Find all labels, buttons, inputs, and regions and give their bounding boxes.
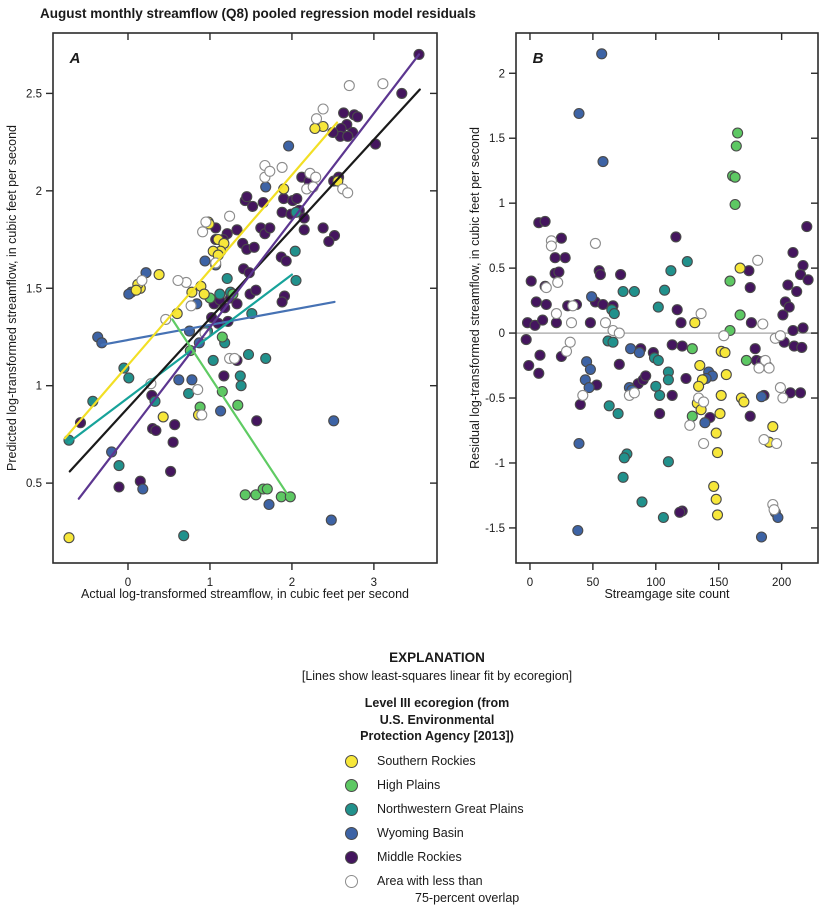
data-point [236, 381, 246, 391]
data-point [778, 393, 788, 403]
data-point [663, 375, 673, 385]
southern-rockies-swatch [345, 755, 358, 768]
svg-text:0: 0 [124, 577, 132, 589]
northwestern-great-plains-swatch [345, 803, 358, 816]
data-point [629, 388, 639, 398]
high-plains-swatch [345, 779, 358, 792]
svg-text:B: B [532, 50, 544, 67]
data-point [699, 439, 709, 449]
legend-item-label [377, 874, 519, 905]
data-point [541, 300, 551, 310]
data-point [758, 319, 768, 329]
data-point [524, 361, 534, 371]
data-point [802, 222, 812, 232]
data-point [174, 375, 184, 385]
svg-text:0.5: 0.5 [26, 478, 42, 491]
data-point [798, 261, 808, 271]
data-point [158, 412, 168, 422]
data-point [199, 289, 209, 299]
data-point [614, 328, 624, 338]
data-point [568, 301, 578, 311]
data-point [573, 526, 583, 536]
data-point [746, 318, 756, 328]
figure-title: August monthly streamflow (Q8) pooled regression model residuals [40, 6, 476, 21]
svg-text:Actual log-transformed streamf: Actual log-transformed streamflow, in cubic feet per second [81, 587, 409, 601]
data-point [264, 500, 274, 510]
data-point [553, 277, 563, 287]
wyoming-basin-swatch [345, 827, 358, 840]
data-point [154, 270, 164, 280]
data-point [590, 238, 600, 248]
data-point [595, 270, 605, 280]
data-point [151, 426, 161, 436]
data-point [745, 411, 755, 421]
data-point [397, 88, 407, 98]
data-point [353, 112, 363, 122]
svg-text:2: 2 [288, 577, 296, 589]
data-point [265, 223, 275, 233]
data-point [614, 359, 624, 369]
data-point [344, 81, 354, 91]
data-point [225, 211, 235, 221]
svg-text:1.5: 1.5 [489, 133, 505, 146]
data-point [170, 420, 180, 430]
data-point [700, 418, 710, 428]
data-point [711, 494, 721, 504]
data-point [124, 373, 134, 383]
data-point [114, 461, 124, 471]
data-point [574, 439, 584, 449]
data-point [672, 305, 682, 315]
data-point [219, 371, 229, 381]
fit-line [172, 319, 287, 494]
data-point [541, 283, 551, 293]
data-point [788, 248, 798, 258]
data-point [613, 409, 623, 419]
data-point [721, 370, 731, 380]
legend-item-label-line2: 75-percent overlap [415, 890, 520, 905]
data-point [757, 532, 767, 542]
data-point [208, 355, 218, 365]
data-point [597, 49, 607, 59]
data-point [778, 310, 788, 320]
data-point [318, 104, 328, 114]
svg-text:-1: -1 [494, 457, 505, 470]
data-point [772, 439, 782, 449]
plot-frame [516, 33, 818, 563]
data-point [521, 335, 531, 345]
data-point [216, 406, 226, 416]
panel-b [468, 33, 818, 601]
data-point [179, 531, 189, 541]
data-point [137, 276, 147, 286]
data-point [184, 389, 194, 399]
data-point [277, 162, 287, 172]
data-point [217, 332, 227, 342]
data-point [526, 276, 536, 286]
data-point [764, 363, 774, 373]
data-point [565, 337, 575, 347]
data-point [696, 309, 706, 319]
data-point [318, 223, 328, 233]
svg-text:2: 2 [498, 68, 505, 81]
data-point [197, 410, 207, 420]
data-point [585, 318, 595, 328]
data-point [653, 302, 663, 312]
data-point [753, 255, 763, 265]
legend-heading-line: Level III ecoregion (from [364, 696, 510, 710]
svg-text:0: 0 [526, 577, 534, 589]
data-point [715, 409, 725, 419]
data-point [687, 344, 697, 354]
data-point [578, 390, 588, 400]
data-point [574, 109, 584, 119]
data-point [240, 490, 250, 500]
data-point [310, 124, 320, 134]
data-point [634, 348, 644, 358]
legend-item-label: Northwestern Great Plains [377, 801, 524, 816]
data-point [687, 411, 697, 421]
svg-text:0.5: 0.5 [489, 263, 505, 276]
data-point [653, 355, 663, 365]
data-point [291, 276, 301, 286]
svg-text:A: A [69, 50, 81, 67]
legend-group-heading [272, 695, 602, 745]
data-point [655, 409, 665, 419]
data-point [200, 256, 210, 266]
data-point [343, 131, 353, 141]
data-point [222, 274, 232, 284]
data-point [719, 331, 729, 341]
data-point [540, 216, 550, 226]
data-point [166, 466, 176, 476]
data-point [769, 505, 779, 515]
data-point [699, 397, 709, 407]
data-point [534, 368, 544, 378]
data-point [685, 420, 695, 430]
panel-a [5, 33, 437, 601]
data-point [554, 267, 564, 277]
svg-text:-1.5: -1.5 [485, 522, 505, 535]
legend-items [272, 754, 602, 905]
svg-text:1.5: 1.5 [26, 283, 42, 296]
data-point [290, 246, 300, 256]
data-point [677, 341, 687, 351]
data-point [215, 289, 225, 299]
data-point [759, 435, 769, 445]
data-point [796, 388, 806, 398]
data-point [618, 472, 628, 482]
data-point [730, 172, 740, 182]
data-point [713, 510, 723, 520]
data-point [575, 400, 585, 410]
data-point [326, 515, 336, 525]
axis-ticks [509, 33, 818, 570]
data-point [658, 513, 668, 523]
data-point [641, 371, 651, 381]
data-point [232, 299, 242, 309]
data-point [725, 276, 735, 286]
data-point [242, 192, 252, 202]
data-point [695, 361, 705, 371]
legend-item [272, 850, 602, 864]
data-point [676, 318, 686, 328]
data-points [521, 49, 813, 542]
data-point [601, 318, 611, 328]
data-points [64, 49, 424, 542]
legend-item [272, 826, 602, 840]
data-point [311, 172, 321, 182]
data-point [292, 194, 302, 204]
data-point [682, 257, 692, 267]
data-point [187, 375, 197, 385]
data-point [754, 363, 764, 373]
data-point [694, 381, 704, 391]
legend [272, 650, 602, 915]
data-point [671, 232, 681, 242]
data-point [618, 287, 628, 297]
legend-title: EXPLANATION [389, 650, 485, 665]
svg-text:200: 200 [772, 577, 792, 589]
data-point [138, 484, 148, 494]
data-point [248, 201, 258, 211]
data-point [716, 390, 726, 400]
legend-note: [Lines show least-squares linear fit by ecoregion] [301, 669, 573, 683]
legend-item [272, 802, 602, 816]
data-point [619, 453, 629, 463]
data-point [803, 275, 813, 285]
data-point [731, 141, 741, 151]
data-point [251, 285, 261, 295]
legend-item-label: Middle Rockies [377, 849, 462, 864]
data-point [667, 390, 677, 400]
data-point [551, 318, 561, 328]
data-point [562, 346, 572, 356]
data-point [560, 253, 570, 263]
data-point [681, 374, 691, 384]
data-point [249, 242, 259, 252]
fit-line [79, 54, 419, 498]
data-point [233, 400, 243, 410]
data-point [735, 263, 745, 273]
fit-lines [65, 54, 420, 498]
data-point [637, 497, 647, 507]
data-point [629, 287, 639, 297]
data-point [378, 79, 388, 89]
data-point [757, 392, 767, 402]
legend-item [272, 754, 602, 768]
data-point [797, 342, 807, 352]
data-point [608, 337, 618, 347]
data-point [783, 280, 793, 290]
svg-text:2.5: 2.5 [26, 88, 42, 101]
data-point [666, 266, 676, 276]
data-point [244, 350, 254, 360]
svg-text:50: 50 [586, 577, 600, 589]
data-point [235, 371, 245, 381]
data-point [261, 182, 271, 192]
data-point [585, 364, 595, 374]
data-point [720, 348, 730, 358]
middle-rockies-swatch [345, 851, 358, 864]
data-point [173, 276, 183, 286]
data-point [168, 437, 178, 447]
legend-item-label: Southern Rockies [377, 753, 476, 768]
data-point [551, 309, 561, 319]
data-point [535, 350, 545, 360]
data-point [97, 338, 107, 348]
data-point [739, 397, 749, 407]
data-point [279, 194, 289, 204]
data-point [262, 484, 272, 494]
svg-text:1: 1 [498, 198, 505, 211]
data-point [745, 283, 755, 293]
data-point [663, 457, 673, 467]
legend-item-label: High Plains [377, 777, 441, 792]
data-point [604, 401, 614, 411]
open-circle-swatch [345, 875, 358, 888]
svg-text:1: 1 [35, 380, 42, 393]
data-point [798, 323, 808, 333]
svg-text:3: 3 [370, 577, 378, 589]
data-point [538, 315, 548, 325]
legend-heading-line: Protection Agency [2013]) [360, 729, 514, 743]
data-point [114, 482, 124, 492]
data-point [261, 353, 271, 363]
data-point [730, 200, 740, 210]
svg-text:Predicted log-transformed stre: Predicted log-transformed streamflow, in cubic feet per second [5, 124, 19, 472]
legend-heading-line: U.S. Environmental [379, 712, 495, 727]
data-point [609, 309, 619, 319]
data-point [64, 533, 74, 543]
data-point [713, 448, 723, 458]
data-point [733, 128, 743, 138]
data-point [598, 157, 608, 167]
data-point [587, 292, 597, 302]
data-point [667, 340, 677, 350]
data-point [775, 383, 785, 393]
data-point [675, 507, 685, 517]
svg-text:150: 150 [709, 577, 729, 589]
data-point [198, 227, 208, 237]
data-point [312, 114, 322, 124]
data-point [556, 233, 566, 243]
data-point [131, 285, 141, 295]
data-point [792, 287, 802, 297]
data-point [284, 141, 294, 151]
data-point [598, 300, 608, 310]
data-point [567, 318, 577, 328]
data-point [660, 285, 670, 295]
data-point [230, 353, 240, 363]
data-point [324, 237, 334, 247]
data-point [690, 318, 700, 328]
data-point [616, 270, 626, 280]
data-point [788, 326, 798, 336]
data-point [299, 225, 309, 235]
legend-item-label: Wyoming Basin [377, 825, 464, 840]
data-point [735, 310, 745, 320]
data-point [655, 390, 665, 400]
data-point [193, 385, 203, 395]
legend-item [272, 874, 602, 905]
plot-frame [53, 33, 437, 563]
data-point [750, 344, 760, 354]
data-point [265, 166, 275, 176]
data-point [329, 416, 339, 426]
svg-text:2: 2 [35, 185, 42, 198]
data-point [775, 331, 785, 341]
data-point [277, 207, 287, 217]
data-point [711, 428, 721, 438]
svg-text:1: 1 [206, 577, 214, 589]
svg-text:Residual log-transformed strea: Residual log-transformed streamflow, in cubic feet per second [468, 127, 482, 469]
data-point [741, 355, 751, 365]
legend-item-label-line1: Area with less than [377, 873, 483, 888]
data-point [201, 217, 211, 227]
data-point [546, 241, 556, 251]
svg-text:100: 100 [646, 577, 666, 589]
data-point [186, 301, 196, 311]
data-point [343, 188, 353, 198]
data-point [651, 381, 661, 391]
legend-item [272, 778, 602, 792]
data-point [339, 108, 349, 118]
svg-text:0: 0 [498, 328, 505, 341]
data-point [281, 256, 291, 266]
data-point [709, 481, 719, 491]
svg-text:-0.5: -0.5 [485, 393, 505, 406]
data-point [550, 253, 560, 263]
svg-text:Streamgage site count: Streamgage site count [604, 587, 730, 601]
data-point [531, 297, 541, 307]
data-point [277, 297, 287, 307]
data-point [768, 422, 778, 432]
data-point [252, 416, 262, 426]
